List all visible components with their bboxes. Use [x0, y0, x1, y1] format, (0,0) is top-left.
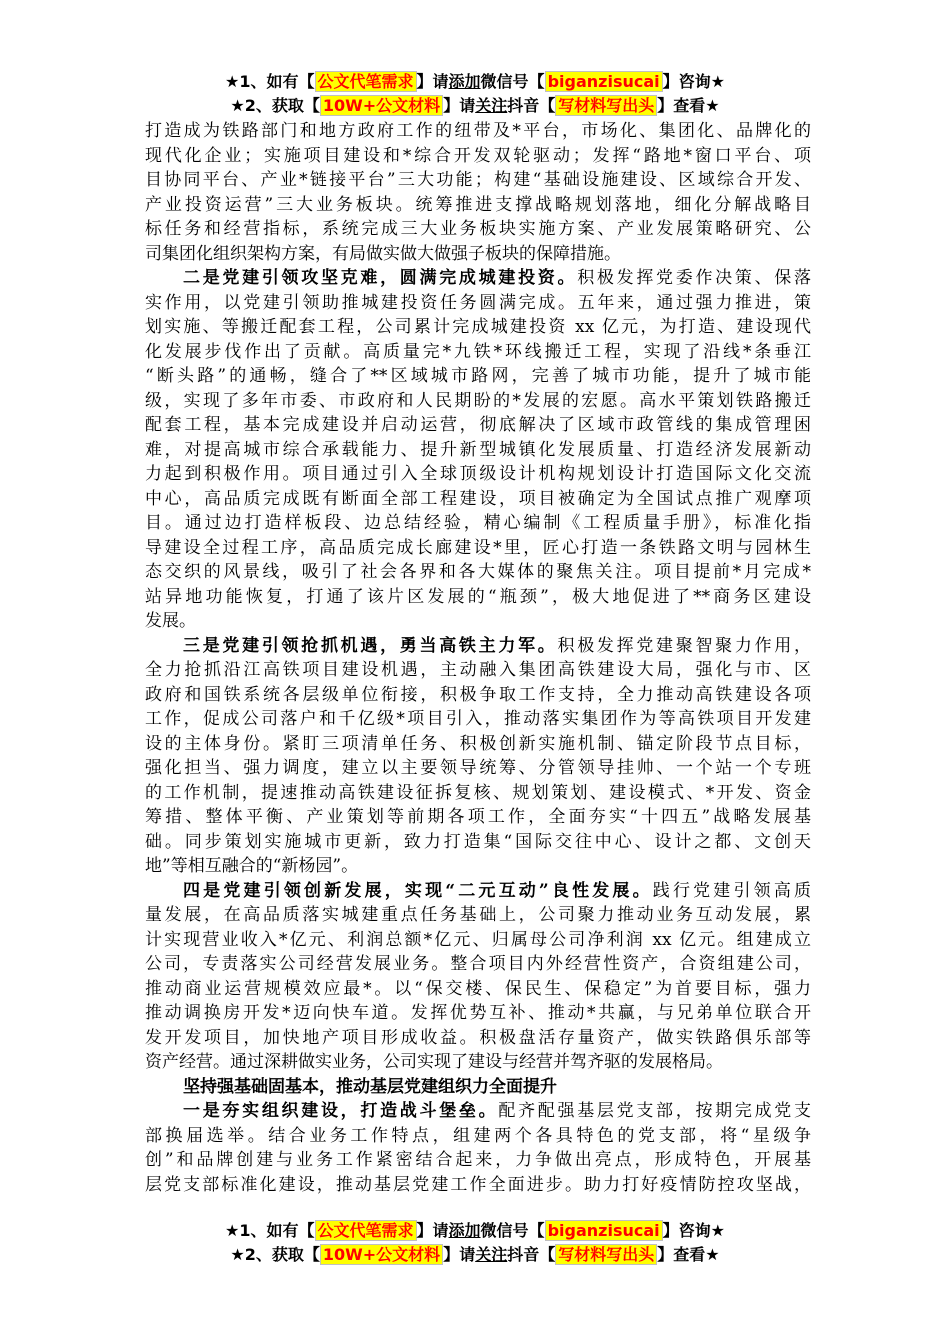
banner-text: 抖音【	[507, 96, 556, 115]
paragraph-text: 积极发挥党委作决策、保落	[577, 268, 811, 288]
highlight-tag: 10W+公文材料	[320, 95, 443, 116]
banner-text: 抖音【	[507, 1245, 556, 1264]
banner-text: 微信号【	[480, 1221, 545, 1240]
highlight-tag: 写材料写出头	[555, 1244, 657, 1265]
banner-bottom-line2	[0, 1243, 950, 1267]
text-line: 导建设全过程工序，高品质完成长廊建设*里，匠心打造一条铁路文明与园林生	[145, 537, 811, 558]
paragraph-first-line	[145, 266, 811, 291]
highlight-tag: 公文代笔需求	[315, 71, 417, 92]
banner-text: 】请	[416, 1221, 449, 1240]
banner-text: ★1、如有【	[225, 72, 315, 91]
text-line: 目。通过边打造样板段、边总结经验，精心编制《工程质量手册》，标准化指	[145, 513, 811, 533]
text-line: 实作用，以党建引领助推城建投资任务圆满完成。五年来，通过强力推进，策	[145, 292, 811, 313]
text-line: 地”等相互融合的“新杨园”。	[145, 856, 359, 876]
text-line: 司集团化组织架构方案，有局做实做大做强子板块的保障措施。	[145, 243, 621, 264]
text-line: 公司，专责落实公司经营发展业务。整合项目内外经营性资产，合资组建公司，	[145, 954, 811, 974]
text-line: 量发展，在高品质落实城建重点任务基础上，公司聚力推动业务互动发展，累	[145, 905, 811, 925]
text-line: 力起到积极作用。项目通过引入全球顶级设计机构规划设计打造国际文化交流	[145, 464, 811, 484]
text-line: 打造成为铁路部门和地方政府工作的纽带及*平台，市场化、集团化、品牌化的	[145, 121, 811, 141]
text-line: “断头路”的通畅，缝合了**区域城市路网，完善了城市功能，提升了城市能	[145, 366, 811, 386]
text-line: 产业投资运营”三大业务板块。统筹推进支撑战略规划落地，细化分解战略目	[145, 194, 811, 215]
text-line: 设的主体身份。紧盯三项清单任务、积极创新实施机制、锚定阶段节点目标，	[145, 733, 811, 754]
paragraph-text: 配齐配强基层党支部，按期完成党支	[498, 1101, 811, 1121]
document-body	[145, 119, 811, 1197]
paragraph-text: 积极发挥党建聚智聚力作用，	[557, 635, 811, 656]
text-line: 层党支部标准化建设，推动基层党建工作全面进步。助力打好疫情防控攻坚战，	[145, 1174, 811, 1195]
banner-text: ★1、如有【	[225, 1221, 315, 1240]
text-line: 推动商业运营规模效应最*。以“保交楼、保民生、保稳定”为首要目标，强力	[145, 978, 811, 999]
text-line: 创”和品牌创建与业务工作紧密结合起来，力争做出亮点，形成特色，开展基	[145, 1150, 811, 1170]
text-line: 现代化企业；实施项目建设和*综合开发双轮驱动；发挥“路地*窗口平台、项	[145, 145, 811, 166]
banner-text: 微信号【	[480, 72, 545, 91]
text-line: 化发展步伐作出了贡献。高质量完*九铁*环线搬迁工程，实现了沿线*条垂江	[145, 341, 811, 362]
banner-text: 】咨询★	[662, 1221, 725, 1240]
text-line: 中心，高品质完成既有断面全部工程建设，项目被确定为全国试点推广观摩项	[145, 488, 811, 509]
text-line: 政府和国铁系统各层级单位衔接，积极争取工作支持，全力推动高铁建设各项	[145, 684, 811, 705]
highlight-tag: 写材料写出头	[555, 95, 657, 116]
text-line: 资产经营。通过深耕做实业务，公司实现了建设与经营并驾齐驱的发展格局。	[145, 1052, 723, 1072]
highlight-tag: biganzisucai	[545, 1220, 663, 1241]
text-line: 级，实现了多年市委、市政府和人民期盼的*发展的宏愿。高水平策划铁路搬迁	[145, 390, 811, 411]
banner-text: 】查看★	[657, 96, 720, 115]
text-line: 工作，促成公司落户和千亿级*项目引入，推动落实集团作为等高铁项目开发建	[145, 709, 811, 729]
banner-text: ★2、获取【	[230, 96, 320, 115]
text-line: 发展。	[145, 611, 196, 631]
text-line: 推动调换房开发*迈向快车道。发挥优势互补、推动*共赢，与兄弟单位联合开	[145, 1003, 811, 1023]
paragraph-heading: 一是夯实组织建设，打造战斗堡垒。	[183, 1101, 499, 1121]
text-line: 配套工程，基本完成建设并启动运营，彻底解决了区域市政管线的集成管理困	[145, 415, 811, 435]
highlight-tag: 10W+公文材料	[320, 1244, 443, 1265]
underlined-text: 关注	[475, 1245, 508, 1264]
text-line: 全力抢抓沿江高铁项目建设机遇，主动融入集团高铁建设大局，强化与市、区	[145, 660, 811, 680]
text-line: 筹措、整体平衡、产业策划等前期各项工作，全面夯实“十四五”战略发展基	[145, 807, 811, 827]
banner-text: 】请	[443, 1245, 476, 1264]
banner-text: ★2、获取【	[230, 1245, 320, 1264]
underlined-text: 添加	[448, 72, 481, 91]
section-heading: 坚持强基础固基本，推动基层党建组织力全面提升	[183, 1076, 557, 1097]
paragraph-first-line	[145, 634, 811, 659]
banner-bottom-line1	[0, 1219, 950, 1243]
text-line: 计实现营业收入*亿元、利润总额*亿元、归属母公司净利润 xx 亿元。组建成立	[145, 929, 811, 950]
paragraph-text: 践行党建引领高质	[652, 880, 811, 901]
banner-top-line2	[0, 94, 950, 118]
banner-text: 】查看★	[657, 1245, 720, 1264]
text-line: 站异地功能恢复，打通了该片区发展的“瓶颈”，极大地促进了**商务区建设	[145, 586, 811, 607]
banner-text: 】咨询★	[662, 72, 725, 91]
paragraph-first-line	[145, 1099, 811, 1124]
underlined-text: 关注	[475, 96, 508, 115]
highlight-tag: biganzisucai	[545, 71, 663, 92]
text-line: 标任务和经营指标，系统完成三大业务板块实施方案、产业发展策略研究、公	[145, 219, 811, 239]
highlight-tag: 公文代笔需求	[315, 1220, 417, 1241]
text-line: 态交织的风景线，吸引了社会各界和各大媒体的聚焦关注。项目提前*月完成*	[145, 562, 811, 582]
text-line: 部换届选举。结合业务工作特点，组建两个各具特色的党支部，将“星级争	[145, 1125, 811, 1146]
paragraph-heading: 四是党建引领创新发展，实现“二元互动”良性发展。	[183, 880, 653, 901]
banner-top-line1	[0, 70, 950, 94]
text-line: 目协同平台、产业*链接平台”三大功能；构建“基础设施建设、区域综合开发、	[145, 170, 811, 190]
banner-text: 】请	[416, 72, 449, 91]
underlined-text: 添加	[448, 1221, 481, 1240]
paragraph-heading: 三是党建引领抢抓机遇，勇当高铁主力军。	[183, 635, 558, 656]
text-line: 发开发项目，加快地产项目形成收益。积极盘活存量资产，做实铁路俱乐部等	[145, 1027, 811, 1048]
paragraph-heading: 二是党建引领攻坚克难，圆满完成城建投资。	[183, 268, 578, 288]
banner-text: 】请	[443, 96, 476, 115]
text-line: 础。同步策划实施城市更新，致力打造集“国际交往中心、设计之都、文创天	[145, 831, 811, 852]
text-line: 难，对提高城市综合承载能力、提升新型城镇化发展质量、打造经济发展新动	[145, 439, 811, 460]
paragraph-first-line	[145, 879, 811, 904]
text-line: 划实施、等搬迁配套工程，公司累计完成城建投资 xx 亿元，为打造、建设现代	[145, 317, 811, 337]
text-line: 强化担当、强力调度，建立以主要领导统筹、分管领导挂帅、一个站一个专班	[145, 758, 811, 778]
text-line: 的工作机制，提速推动高铁建设征拆复核、规划策划、建设模式、*开发、资金	[145, 782, 811, 803]
